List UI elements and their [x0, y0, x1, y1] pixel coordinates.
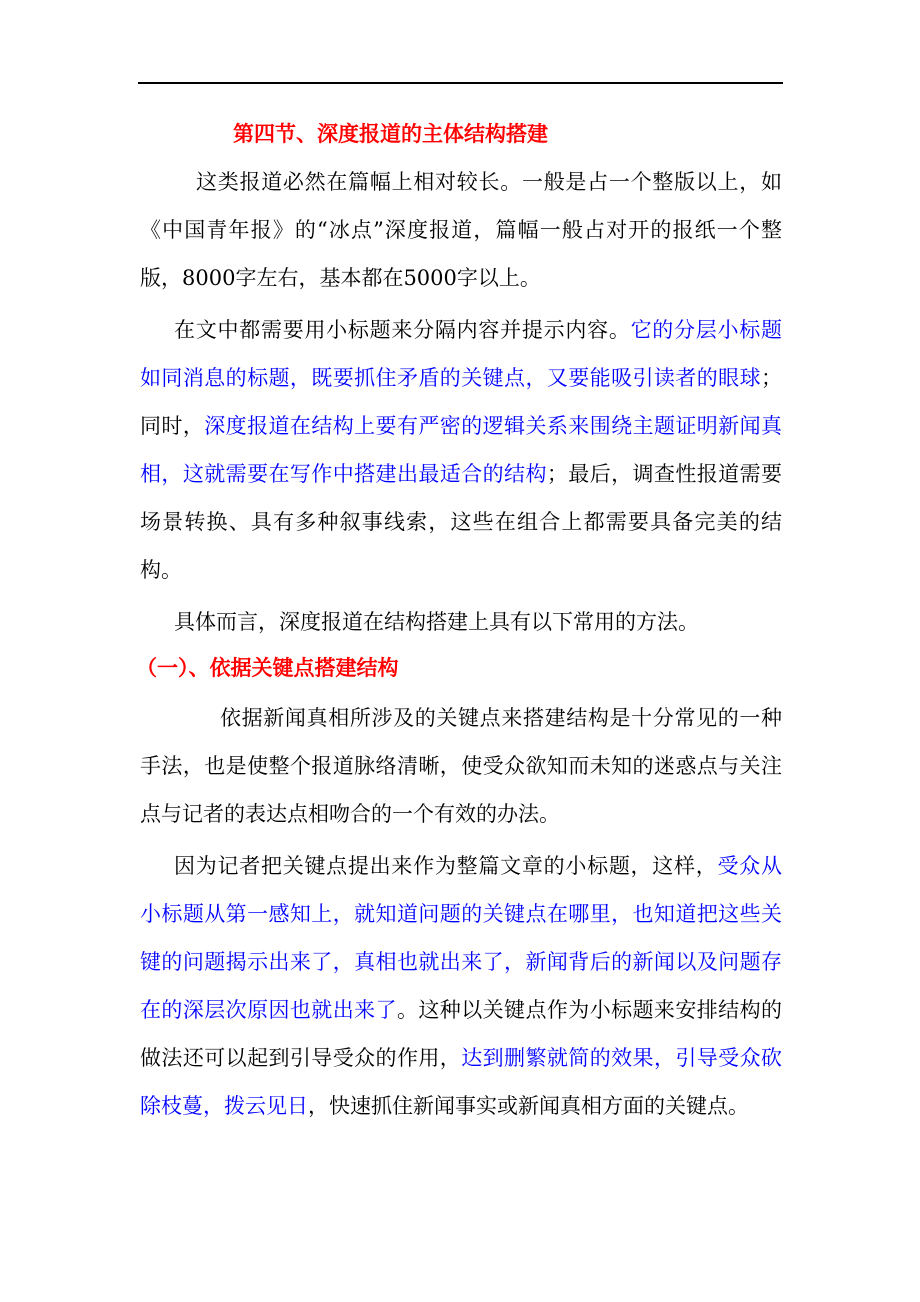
text-segment: ，快速抓住新闻事实或新闻真相方面的关键点。	[308, 1094, 749, 1118]
text-segment: 在文中都需要用小标题来分隔内容并提示内容。	[174, 318, 631, 342]
paragraph-structure	[140, 306, 782, 594]
highlighted-text: 受众从小标题从第一感知上，就知道问题的关键点在哪里，也知道把这些关键的问题揭示出来了，真相也就出来了，新闻背后的新闻以及问题存在的深层次原因也就出来了	[140, 854, 783, 1022]
header-rule	[138, 82, 783, 84]
document-body	[136, 110, 783, 1130]
text-segment: ；同时，	[140, 366, 782, 438]
paragraph-keypoints: 依据新闻真相所涉及的关键点来搭建结构是十分常见的一种手法，也是使整个报道脉络清晰，使受众欲知而未知的迷惑点与关注点与记者的表达点相吻合的一个有效的办法。	[140, 706, 782, 826]
text-segment: 。这种以关键点作为小标题来安排结构的做法还可以起到引导受众的作用，	[140, 998, 783, 1070]
highlighted-text: 深度报道在结构上要有严密的逻辑关系来围绕主题证明新闻真相，这就需要在写作中搭建出最适合的结构	[140, 414, 783, 486]
paragraph-intro: 这类报道必然在篇幅上相对较长。一般是占一个整版以上，如《中国青年报》的“冰点”深度报道，篇幅一般占对开的报纸一个整版，8000字左右，基本都在5000字以上。	[140, 170, 782, 290]
text-segment: 因为记者把关键点提出来作为整篇文章的小标题，这样，	[174, 854, 718, 878]
text-segment: ；最后，调查性报道需要场景转换、具有多种叙事线索，这些在组合上都需要具备完美的结构。	[140, 462, 783, 582]
paragraph-methods: 具体而言，深度报道在结构搭建上具有以下常用的方法。	[174, 610, 699, 634]
highlighted-text: 达到删繁就简的效果，引导受众砍除枝蔓，拨云见日	[140, 1046, 783, 1118]
subheading: （一）、依据关键点搭建结构	[136, 655, 399, 680]
paragraph-subtitles	[140, 842, 782, 1130]
highlighted-text: 它的分层小标题如同消息的标题，既要抓住矛盾的关键点，又要能吸引读者的眼球	[140, 318, 783, 390]
section-title: 第四节、深度报道的主体结构搭建	[233, 121, 548, 146]
